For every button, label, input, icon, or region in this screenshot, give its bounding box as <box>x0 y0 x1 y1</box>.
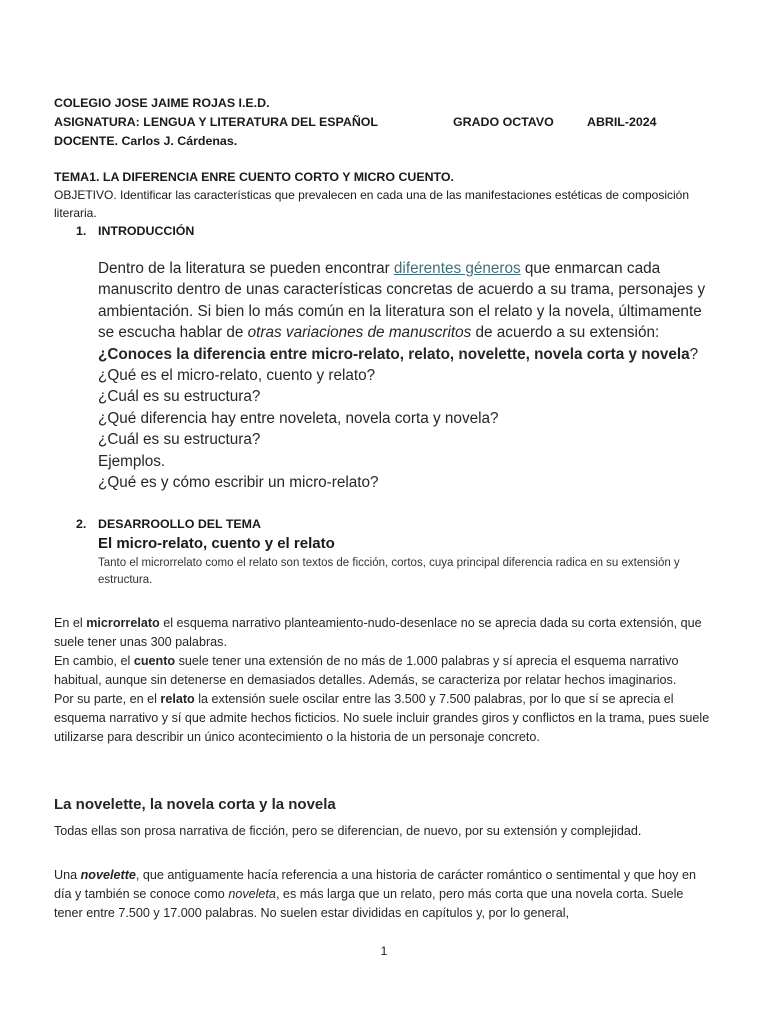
paragraph-novelette <box>54 866 714 923</box>
subject-line <box>54 113 714 132</box>
p1-text-a: En el <box>54 616 87 630</box>
subject-label: ASIGNATURA: LENGUA Y LITERATURA DEL ESPAÑOL <box>54 115 378 129</box>
question-item: ¿Cuál es su estructura? <box>98 431 261 449</box>
question-item: ¿Qué diferencia hay entre noveleta, novela corta y novela? <box>98 409 499 427</box>
p2-text-b: suele tener una extensión de no más de 1.000 palabras y sí aprecia el esquema narrativo habitual, aunque sin detenerse en demasiados detalles. Además, se caracteriza por relatar hechos imaginarios. <box>54 654 679 687</box>
objective-text: OBJETIVO. Identificar las características que prevalecen en cada una de las manifestaciones estéticas de composición literaria. <box>54 188 689 220</box>
intro-text-c: de acuerdo a su extensión: <box>471 324 660 342</box>
section-1-title: INTRODUCCIÓN <box>98 224 195 238</box>
p5-text-c: , es más larga que un relato, pero más corta que una novela corta. Suele tener entre 7.500 y 17.000 palabras. No suelen estar divididas en capítulos y, por lo general, <box>54 887 684 920</box>
section-2-note: Tanto el microrrelato como el relato son textos de ficción, cortos, cuya principal diferencia radica en su extensión y estructura. <box>98 557 680 586</box>
p3-text-a: Por su parte, en el <box>54 692 161 706</box>
p3-text-b: la extensión suele oscilar entre las 3.500 y 7.500 palabras, por lo que sí se aprecia el esquema narrativo y sí que admite hechos ficticios. No suele incluir grandes giros y conflictos en la trama, pues suele utilizarse para describir un único acontecimiento o la historia de un personaje concreto. <box>54 692 710 744</box>
paragraph-microrrelato <box>54 614 714 652</box>
topic-block <box>54 168 714 222</box>
p5-term: novelette <box>80 868 136 882</box>
question-item: ¿Cuál es su estructura? <box>98 388 261 406</box>
p5-text-b: , que antiguamente hacía referencia a una historia de carácter romántico o sentimental y que hoy en día y también se conoce como <box>54 868 696 901</box>
p1-text-b: el esquema narrativo planteamiento-nudo-desenlace no se aprecia dada su corta extensión, que suele tener unas 300 palabras. <box>54 616 702 649</box>
topic-title: TEMA1. LA DIFERENCIA ENRE CUENTO CORTO Y MICRO CUENTO. <box>54 170 454 184</box>
intro-italic: otras variaciones de manuscritos <box>247 324 472 342</box>
novel-heading: La novelette, la novela corta y la novela <box>54 796 336 813</box>
section-2-intro <box>98 534 713 589</box>
grade-label: GRADO OCTAVO <box>453 115 554 129</box>
p5-text-a: Una <box>54 868 81 882</box>
section-1-number: 1. <box>76 224 87 238</box>
intro-text-a: Dentro de la literatura se pueden encontrar <box>98 260 394 277</box>
intro-text-end: ? <box>689 345 699 363</box>
section-2-title: DESARROOLLO DEL TEMA <box>98 517 261 531</box>
intro-text-b: que enmarcan cada manuscrito dentro de unas características concretas de acuerdo a su trama, personajes y ambientación. Si bien lo más común en la literatura son el relato y la novela, últimamente se escucha hablar de <box>98 260 706 342</box>
page-number: 1 <box>380 944 388 958</box>
school-name: COLEGIO JOSE JAIME ROJAS I.E.D. <box>54 96 270 110</box>
intro-paragraph <box>98 258 713 493</box>
paragraph-cuento <box>54 652 714 690</box>
section-2-subtitle: El micro-relato, cuento y el relato <box>98 535 335 552</box>
p1-term: microrrelato <box>86 616 160 630</box>
p5-italic: noveleta <box>228 887 276 901</box>
p2-term: cuento <box>133 654 176 668</box>
intro-question-bold: ¿Conoces la diferencia entre micro-relato, relato, novelette, novela corta y novela <box>98 345 690 363</box>
p2-text-a: En cambio, el <box>54 654 134 668</box>
teacher-name: DOCENTE. Carlos J. Cárdenas. <box>54 134 238 148</box>
paragraph-relato <box>54 690 714 747</box>
date-label: ABRIL-2024 <box>587 115 657 129</box>
body-paragraphs <box>54 614 714 747</box>
question-item: Ejemplos. <box>98 452 166 470</box>
paragraph-prose: Todas ellas son prosa narrativa de ficción, pero se diferencian, de nuevo, por su extensión y complejidad. <box>54 824 642 838</box>
question-item: ¿Qué es y cómo escribir un micro-relato? <box>98 474 379 492</box>
p3-term: relato <box>160 692 195 706</box>
genres-link[interactable]: diferentes géneros <box>393 260 521 277</box>
document-header <box>54 94 714 151</box>
section-2-number: 2. <box>76 517 87 531</box>
question-item: ¿Qué es el micro-relato, cuento y relato? <box>98 367 376 385</box>
